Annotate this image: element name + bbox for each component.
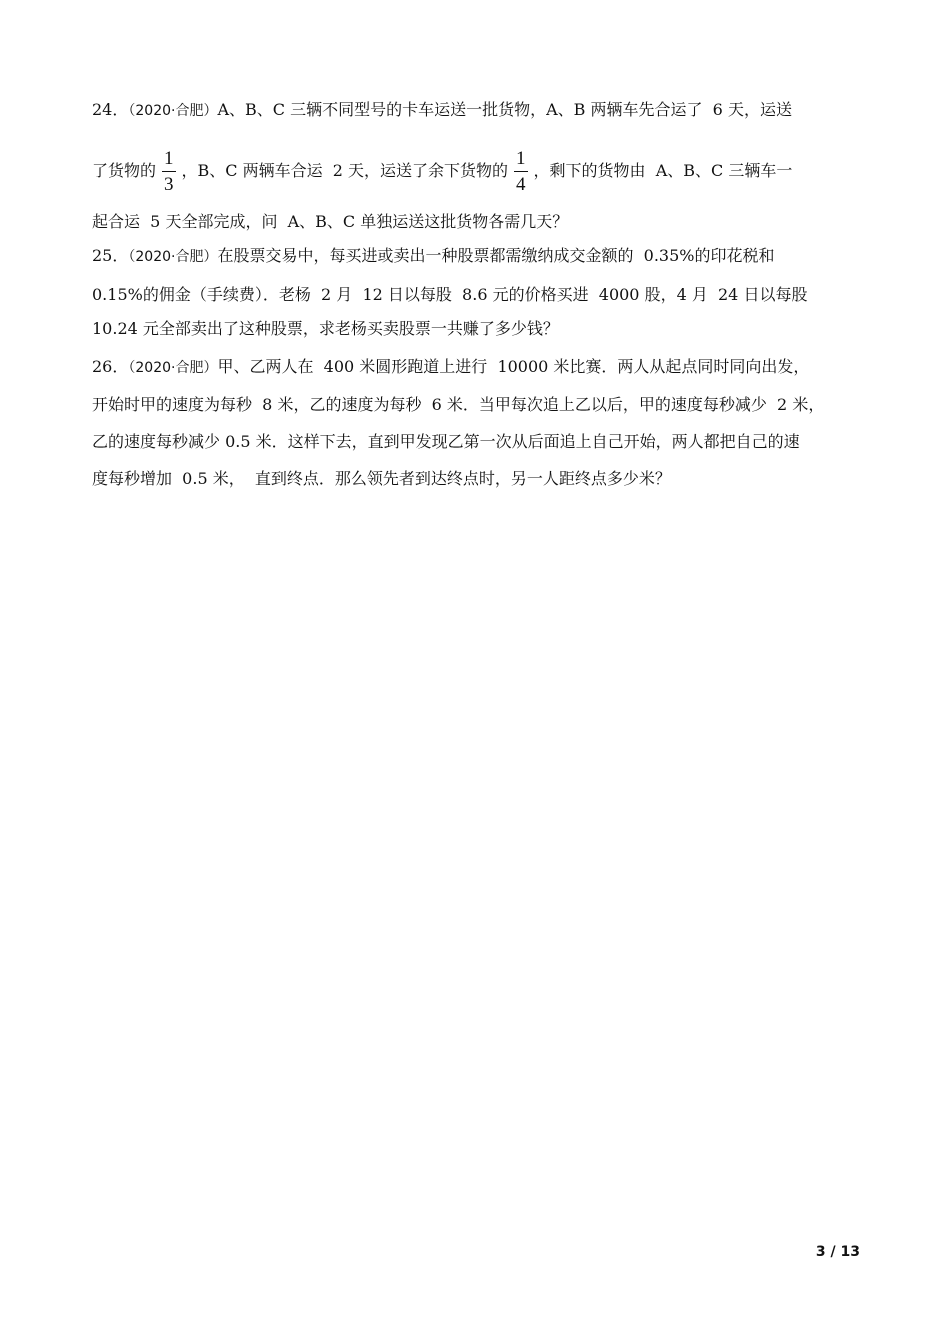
fraction-denominator: 3 <box>164 174 174 195</box>
q24-line3: 起合运 5 天全部完成，问 A、B、C 单独运送这批货物各需几天？ <box>92 212 569 231</box>
q24-line2 <box>92 148 792 194</box>
q24-number: 24． <box>92 100 129 119</box>
q25-line1 <box>92 245 774 268</box>
q26-line1 <box>92 356 809 379</box>
fraction-one-third <box>162 149 176 194</box>
q24-text-2a: 了货物的 <box>92 161 157 180</box>
q25-number: 25． <box>92 246 129 265</box>
q24-text-1: A、B、C 三辆不同型号的卡车运送一批货物，A、B 两辆车先合运了 6 天，运送 <box>217 100 792 119</box>
fraction-denominator: 4 <box>516 174 526 195</box>
q26-line3: 乙的速度每秒减少 0.5 米．这样下去，直到甲发现乙第一次从后面追上自己开始，两人都把自己的速 <box>92 432 800 451</box>
q26-source: （2020·合肥） <box>128 360 218 376</box>
q25-text-1: 在股票交易中，每买进或卖出一种股票都需缴纳成交金额的 0.35%的印花税和 <box>217 246 775 265</box>
fraction-numerator: 1 <box>514 149 528 172</box>
q24-source: （2020·合肥） <box>128 103 218 119</box>
q25-line3: 10.24 元全部卖出了这种股票，求老杨买卖股票一共赚了多少钱？ <box>92 319 559 338</box>
q25-line2: 0.15%的佣金（手续费）．老杨 2 月 12 日以每股 8.6 元的价格买进 4000 股，4 月 24 日以每股 <box>92 285 808 304</box>
fraction-one-fourth <box>514 149 528 194</box>
q26-number: 26． <box>92 357 129 376</box>
q24-line1 <box>92 99 792 122</box>
q26-line2: 开始时甲的速度为每秒 8 米，乙的速度为每秒 6 米．当甲每次追上乙以后，甲的速度每秒减少 2 米， <box>92 395 825 414</box>
q24-text-2c: ，剩下的货物由 A、B、C 三辆车一 <box>533 161 793 180</box>
q24-text-2b: ，B、C 两辆车合运 2 天，运送了余下货物的 <box>181 161 509 180</box>
page-number: 3 / 13 <box>815 1244 860 1260</box>
q26-line4: 度每秒增加 0.5 米， 直到终点．那么领先者到达终点时，另一人距终点多少米？ <box>92 469 671 488</box>
fraction-numerator: 1 <box>162 149 176 172</box>
q26-text-1: 甲、乙两人在 400 米圆形跑道上进行 10000 米比赛．两人从起点同时同向出发， <box>217 357 810 376</box>
q25-source: （2020·合肥） <box>128 249 218 265</box>
